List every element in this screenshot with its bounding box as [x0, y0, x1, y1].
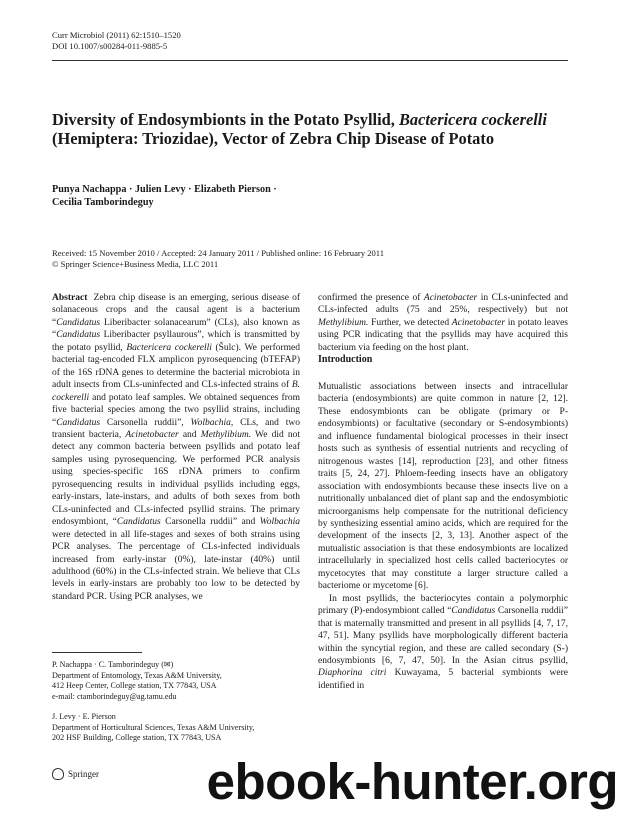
affiliation-2: J. Levy · E. Pierson Department of Horticultural Sciences, Texas A&M University, 202 HSF Building, College station, TX 77843, USA — [52, 712, 255, 743]
intro-paragraph-1: Mutualistic associations between insects and intracellular bacteria (endosymbionts) are quite common in nature [2, 12]. These endosymbionts can be obligate (primary or P-endosymbionts) or facultative (secondary or S-endosymbionts) and influence fundamental biological processes in their insect hosts such as synthesis of essential nutrients and recycling of nitrogenous wastes [14], reproduction [23], and other fitness traits [5, 24, 27]. Phloem-feeding insects have an obligatory association with endosymbionts because these insects live on a nutritionally unbalanced diet of plant sap and the endosymbiotic microorganisms help compensate for the nutritional deficiency by synthesizing essential amino acids, which are required for the development of the insects [2, 3, 13]. Another aspect of the mutualistic association is that these endosymbionts are localized intracellularly in specialized host cells called bacteriocytes or mycetocytes that may constitute a larger structure called a bacteriome or mycetome [6]. — [318, 382, 568, 592]
publisher-footer — [52, 768, 99, 780]
author-list — [52, 183, 472, 209]
authors-line-2: Cecilia Tamborindeguy — [52, 197, 154, 208]
footnote-rule — [52, 652, 142, 653]
introduction-heading: Introduction — [318, 354, 373, 365]
abstract-block — [52, 292, 300, 603]
abstract-text-continued: confirmed the presence of Acinetobacter in CLs-uninfected and CLs-infected adults (75 and 25%, respectively) but not Methylibium. Further, we detected Acinetobacter in potato leaves using PCR indicating that the psyllids may have acquired this bacterium via feeding on the host plant. — [318, 293, 569, 353]
copyright-line: © Springer Science+Business Media, LLC 2011 — [52, 259, 219, 269]
watermark: ebook-hunter.org — [206, 753, 618, 810]
authors-line-1: Punya Nachappa · Julien Levy · Elizabeth Pierson · — [52, 184, 277, 195]
journal-citation: Curr Microbiol (2011) 62:1510–1520 — [52, 30, 181, 40]
article-title: Diversity of Endosymbionts in the Potato Psyllid, Bactericera cockerelli (Hemiptera: Triozidae), Vector of Zebra Chip Disease of Potato — [52, 110, 547, 148]
publication-dates — [52, 248, 568, 270]
abstract-label: Abstract — [52, 293, 88, 303]
header-rule — [52, 60, 568, 61]
journal-doi: DOI 10.1007/s00284-011-9885-5 — [52, 41, 168, 51]
contact-email: e-mail: ctamborindeguy@ag.tamu.edu — [52, 691, 177, 701]
springer-logo-icon — [52, 768, 64, 780]
publisher-name: Springer — [68, 769, 99, 779]
abstract-text: Abstract Zebra chip disease is an emerging, serious disease of solanaceous crops and the causal agent is a bacterium “Candidatus Liberibacter solanacearum” (CLs), also known as “Candidatus Liberibacter psyllaurous”, which is transmitted by the potato psyllid, Bactericera cockerelli (Šulc). We performed bacterial tag-encoded FLX amplicon pyrosequencing (bTEFAP) of the 16S rDNA genes to determine the bacterial microbiota in adult insects from CLs-uninfected and CLs-infected strains of B. cockerelli and potato leaf samples. We obtained sequences from five bacterial species among the two psyllid strains, including “Candidatus Carsonella ruddii”, Wolbachia, CLs, and two transient bacteria, Acinetobacter and Methylibium. We did not detect any common bacteria between psyllids and potato leaf samples using pyrosequencing. We performed PCR analysis using species-specific 16S rDNA primers to confirm pyrosequencing results in individual psyllids including eggs, early-instars, late-instars, and adults of both sexes from both CLs-uninfected and CLs-infected psyllid strains. The primary endosymbiont, “Candidatus Carsonella ruddii” and Wolbachia were detected in all life-stages and sexes of both strains using PCR analyses. The percentage of CLs-infected individuals increased from early-instar (0%), late-instar (40%) until adulthood (60%) in the CLs-infected strain. We believe that CLs levels in early-instars are probably too low to be detected by standard PCR. Using PCR analyses, we — [52, 293, 301, 602]
introduction-body — [318, 381, 568, 692]
journal-info — [52, 30, 181, 52]
affiliation-1: P. Nachappa · C. Tamborindeguy (✉) Department of Entomology, Texas A&M University, 412 Heep Center, College station, TX 77843, USA e-mail: ctamborindeguy@ag.tamu.edu — [52, 660, 302, 702]
intro-paragraph-2: In most psyllids, the bacteriocytes contain a polymorphic primary (P)-endosymbiont called “Candidatus Carsonella ruddii” that is maternally transmitted and present in all psyllids [4, 7, 17, 47, 51]. Many psyllids have morphologically different bacteria within the syncytial region, and these are called secondary (S-) endosymbionts [6, 7, 47, 50]. In the Asian citrus psyllid, Diaphorina citri Kuwayama, 5 bacterial symbionts were identified in — [318, 593, 568, 691]
abstract-continued — [318, 292, 568, 354]
dates-line: Received: 15 November 2010 / Accepted: 24 January 2011 / Published online: 16 February 2011 — [52, 248, 385, 258]
